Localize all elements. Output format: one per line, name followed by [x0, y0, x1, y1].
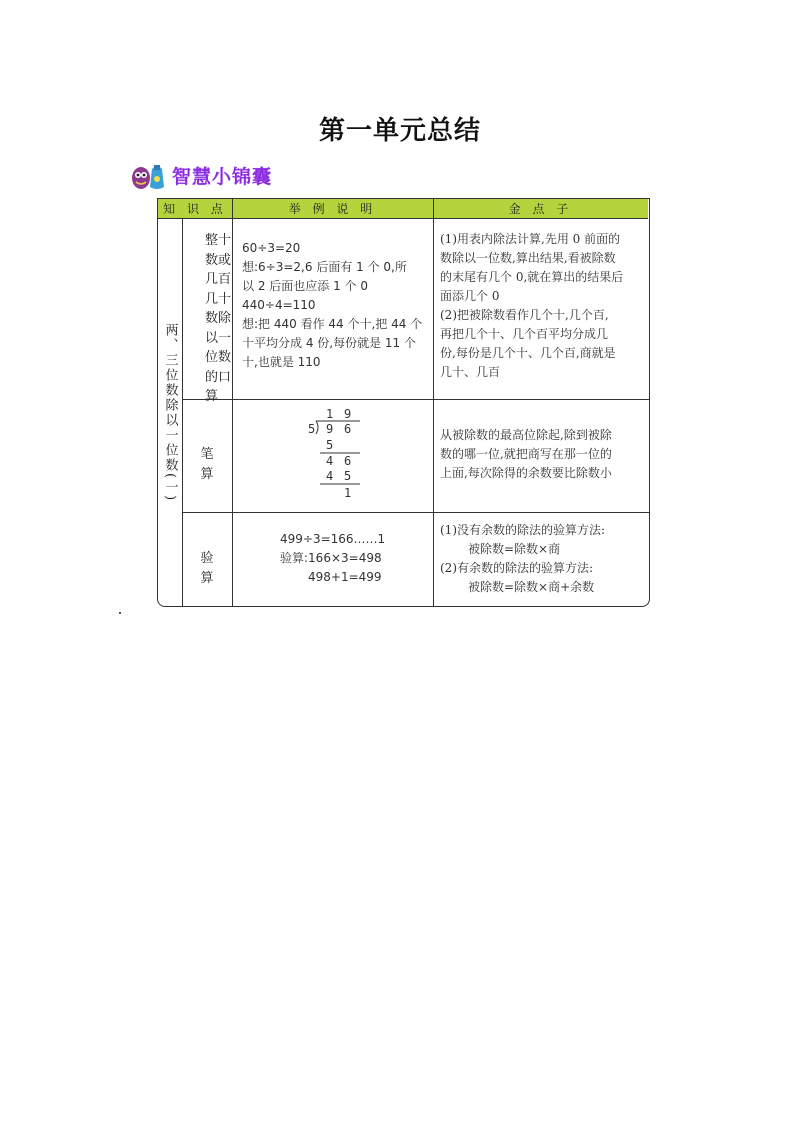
tip-line: 几十、几百 [440, 365, 501, 379]
category-label: 两、三位数除以一位数(一) [162, 322, 178, 503]
row-oral-name [183, 231, 231, 407]
example-line: 498+1=499 [308, 570, 382, 584]
section-header [130, 158, 272, 192]
tip-line: 面添几个 0 [440, 289, 500, 303]
example-line: 想:6÷3=2,6 后面有 1 个 0,所 [242, 260, 407, 274]
row-check-name: 验 算 [200, 551, 226, 586]
example-line: 十平均分成 4 份,每份就是 11 个 [242, 336, 416, 350]
example-line: 499÷3=166……1 [280, 532, 386, 546]
header-tips: 金 点 子 [433, 199, 648, 219]
tip-line: 数的哪一位,就把商写在那一位的 [440, 447, 612, 461]
example-line: 60÷3=20 [242, 241, 301, 255]
summary-table [157, 198, 650, 607]
quotient-digit: 9 [344, 407, 352, 421]
tip-line: 从被除数的最高位除起,除到被除 [440, 428, 612, 442]
header-knowledge: 知 识 点 [158, 199, 232, 219]
speck [119, 612, 121, 614]
remainder-digit: 1 [344, 486, 352, 500]
row-check-tips [440, 521, 650, 597]
category-cell [158, 219, 182, 606]
tip-line: (2)有余数的除法的验算方法: [440, 561, 594, 575]
tip-line: 被除数=除数×商+余数 [468, 580, 595, 594]
tip-line: 上面,每次除得的余数要比除数小 [440, 466, 612, 480]
row-oral-name-text: 整十数或几百几十数除以一位数的口算 [205, 233, 232, 404]
tip-line: 的末尾有几个 0,就在算出的结果后 [440, 270, 624, 284]
tip-line: 数除以一位数,算出结果,看被除数 [440, 251, 616, 265]
dividend-digit: 9 [326, 422, 334, 436]
step-digit: 4 [326, 469, 334, 483]
header-example: 举 例 说 明 [232, 199, 433, 219]
example-line: 验算:166×3=498 [280, 551, 382, 565]
tip-line: (1)没有余数的除法的验算方法: [440, 523, 606, 537]
tip-line: 被除数=除数×商 [468, 542, 561, 556]
section-label: 智慧小锦囊 [172, 165, 273, 188]
row-written-name: 笔 算 [200, 447, 226, 482]
step-digit: 5 [326, 438, 334, 452]
row-check-example [280, 530, 430, 587]
tip-line: 份,每份是几个十、几个百,商就是 [440, 346, 616, 360]
dividend-digit: 6 [344, 422, 352, 436]
tip-line: 再把几个十、几个百平均分成几 [440, 327, 609, 341]
step-digit: 5 [344, 469, 352, 483]
example-line: 440÷4=110 [242, 298, 316, 312]
row-oral-tips [440, 230, 650, 382]
row-oral-example [242, 239, 430, 372]
row-written-tips [440, 426, 650, 483]
example-line: 想:把 440 看作 44 个十,把 44 个 [242, 317, 423, 331]
quotient-digit: 1 [326, 407, 334, 421]
step-digit: 4 [326, 454, 334, 468]
page-title: 第一单元总结 [318, 116, 481, 146]
example-line: 以 2 后面也应添 1 个 0 [242, 279, 368, 293]
tip-line: (1)用表内除法计算,先用 0 前面的 [440, 232, 621, 246]
step-digit: 6 [344, 454, 352, 468]
divisor-digit: 5 [308, 422, 316, 436]
tip-line: (2)把被除数看作几个十,几个百, [440, 308, 609, 322]
mascot-icon [130, 159, 166, 191]
long-division [304, 405, 374, 501]
example-line: 十,也就是 110 [242, 355, 321, 369]
